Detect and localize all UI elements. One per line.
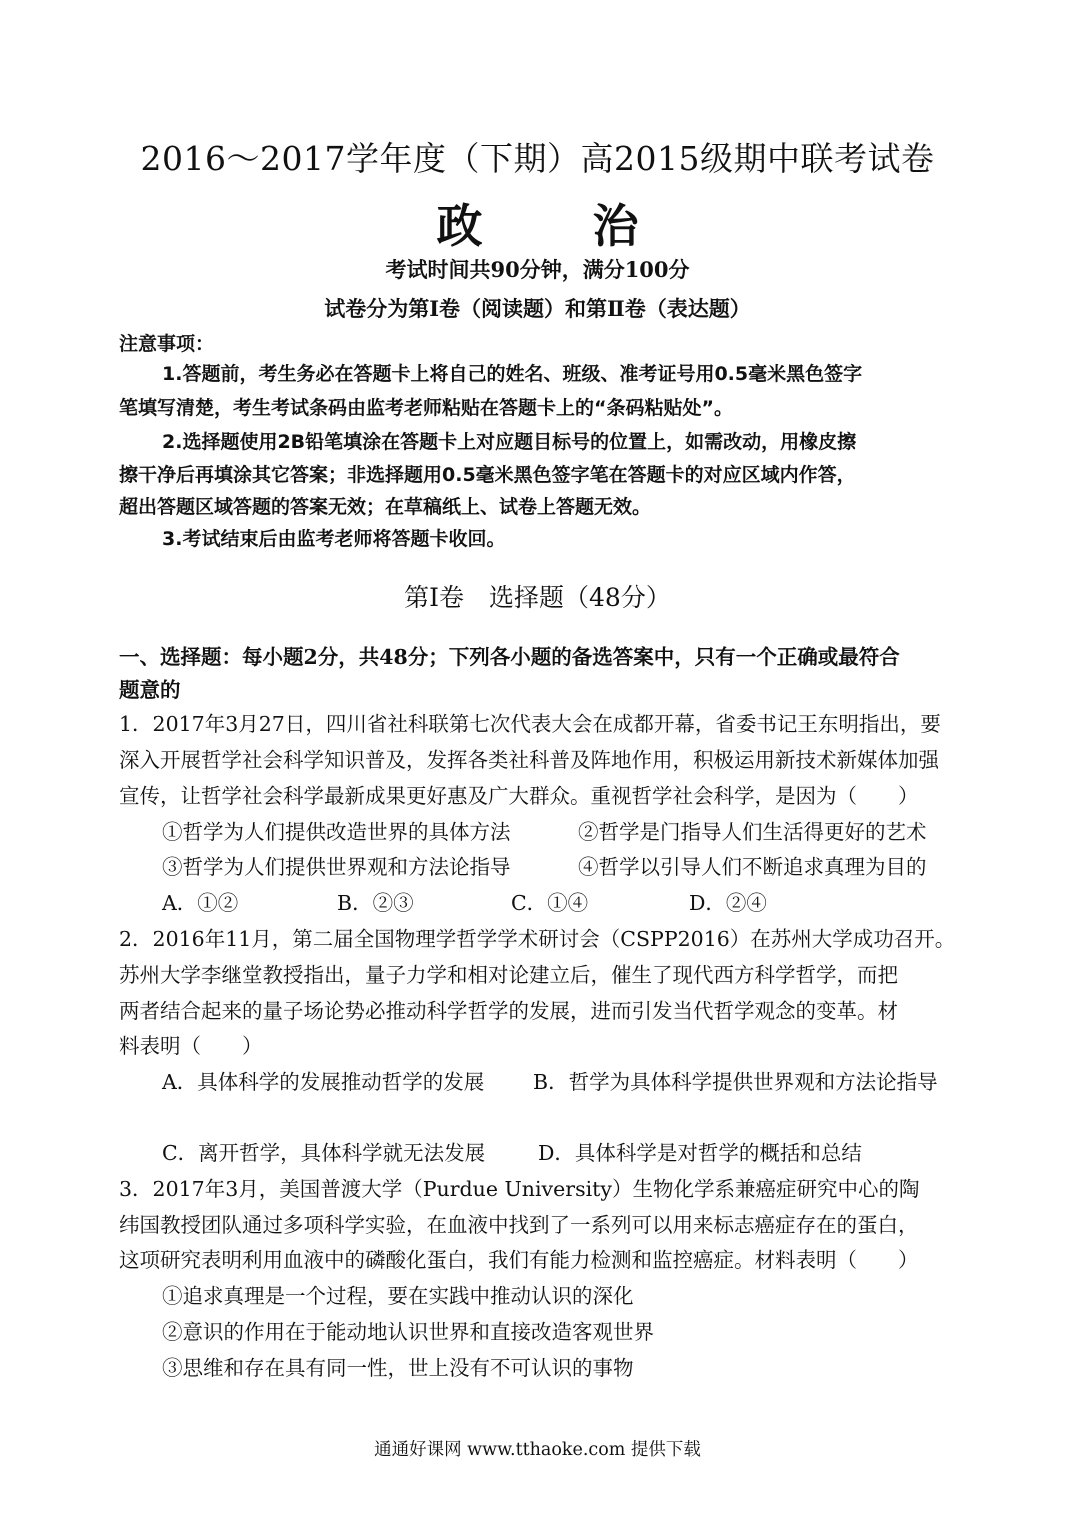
subject-char-right: 治 (592, 199, 639, 253)
question-1-statement: ①哲学为人们提供改造世界的具体方法 (162, 820, 511, 844)
section-instruction: 一、选择题：每小题2分，共48分；下列各小题的备选答案中，只有一个正确或最符合 (119, 645, 900, 669)
notice-heading: 注意事项： (119, 333, 215, 355)
question-3-statement: ②意识的作用在于能动地认识世界和直接改造客观世界 (162, 1320, 654, 1344)
question-1-text: 深入开展哲学社会科学知识普及，发挥各类社科普及阵地作用，积极运用新技术新媒体加强 (119, 748, 939, 772)
notice-line: 3.考试结束后由监考老师将答题卡收回。 (162, 528, 506, 550)
question-2-choice-c: C．离开哲学，具体科学就无法发展 (162, 1141, 486, 1165)
question-2-text: 2．2016年11月，第二届全国物理学哲学学术研讨会（CSPP2016）在苏州大学成功召开。 (119, 927, 956, 951)
subject-heading (0, 190, 1075, 256)
section-instruction: 题意的 (119, 678, 181, 702)
question-2-text: 料表明（ ） (119, 1034, 263, 1058)
question-3-text: 3．2017年3月，美国普渡大学（Purdue University）生物化学系兼癌症研究中心的陶 (119, 1177, 920, 1201)
question-1-statement: ②哲学是门指导人们生活得更好的艺术 (578, 820, 927, 844)
notice-line: 笔填写清楚，考生考试条码由监考老师粘贴在答题卡上的“条码粘贴处”。 (119, 397, 733, 419)
question-3-statement: ①追求真理是一个过程，要在实践中推动认识的深化 (162, 1284, 634, 1308)
question-2-choice-b: B．哲学为具体科学提供世界观和方法论指导 (533, 1070, 938, 1094)
notice-line: 1.答题前，考生务必在答题卡上将自己的姓名、班级、准考证号用0.5毫米黑色签字 (162, 363, 863, 385)
question-1-choice-a: A．①② (162, 891, 239, 915)
section-title: 第Ⅰ卷 选择题（48分） (404, 583, 671, 612)
question-1-statement: ③哲学为人们提供世界观和方法论指导 (162, 855, 511, 879)
question-1-statement: ④哲学以引导人们不断追求真理为目的 (578, 855, 927, 879)
paper-structure-info: 试卷分为第Ⅰ卷（阅读题）和第Ⅱ卷（表达题） (324, 296, 751, 321)
question-2-text: 两者结合起来的量子场论势必推动科学哲学的发展，进而引发当代哲学观念的变革。材 (119, 999, 898, 1023)
exam-time-info: 考试时间共90分钟，满分100分 (385, 257, 690, 282)
question-2-choice-d: D．具体科学是对哲学的概括和总结 (538, 1141, 862, 1165)
question-3-text: 纬国教授团队通过多项科学实验，在血液中找到了一系列可以用来标志癌症存在的蛋白， (119, 1213, 919, 1237)
subject-char-left: 政 (436, 199, 483, 253)
footer-source: 通通好课网 www.tthaoke.com 提供下载 (374, 1440, 701, 1460)
notice-line: 超出答题区域答题的答案无效；在草稿纸上、试卷上答题无效。 (119, 496, 652, 518)
question-1-choice-b: B．②③ (337, 891, 414, 915)
question-1-text: 宣传，让哲学社会科学最新成果更好惠及广大群众。重视哲学社会科学，是因为（ ） (119, 784, 919, 808)
question-3-statement: ③思维和存在具有同一性，世上没有不可认识的事物 (162, 1356, 634, 1380)
notice-line: 2.选择题使用2B铅笔填涂在答题卡上对应题目标号的位置上，如需改动，用橡皮擦 (162, 431, 857, 453)
question-2-text: 苏州大学李继堂教授指出，量子力学和相对论建立后，催生了现代西方科学哲学，而把 (119, 963, 898, 987)
question-1-choice-d: D．②④ (689, 891, 767, 915)
notice-line: 擦干净后再填涂其它答案；非选择题用0.5毫米黑色签字笔在答题卡的对应区域内作答， (119, 464, 856, 486)
question-2-choice-a: A．具体科学的发展推动哲学的发展 (162, 1070, 485, 1094)
question-1-text: 1．2017年3月27日，四川省社科联第七次代表大会在成都开幕，省委书记王东明指出，要 (119, 712, 941, 736)
question-1-choice-c: C．①④ (511, 891, 589, 915)
exam-title: 2016～2017学年度（下期）高2015级期中联考试卷 (140, 139, 935, 178)
question-3-text: 这项研究表明利用血液中的磷酸化蛋白，我们有能力检测和监控癌症。材料表明（ ） (119, 1248, 919, 1272)
